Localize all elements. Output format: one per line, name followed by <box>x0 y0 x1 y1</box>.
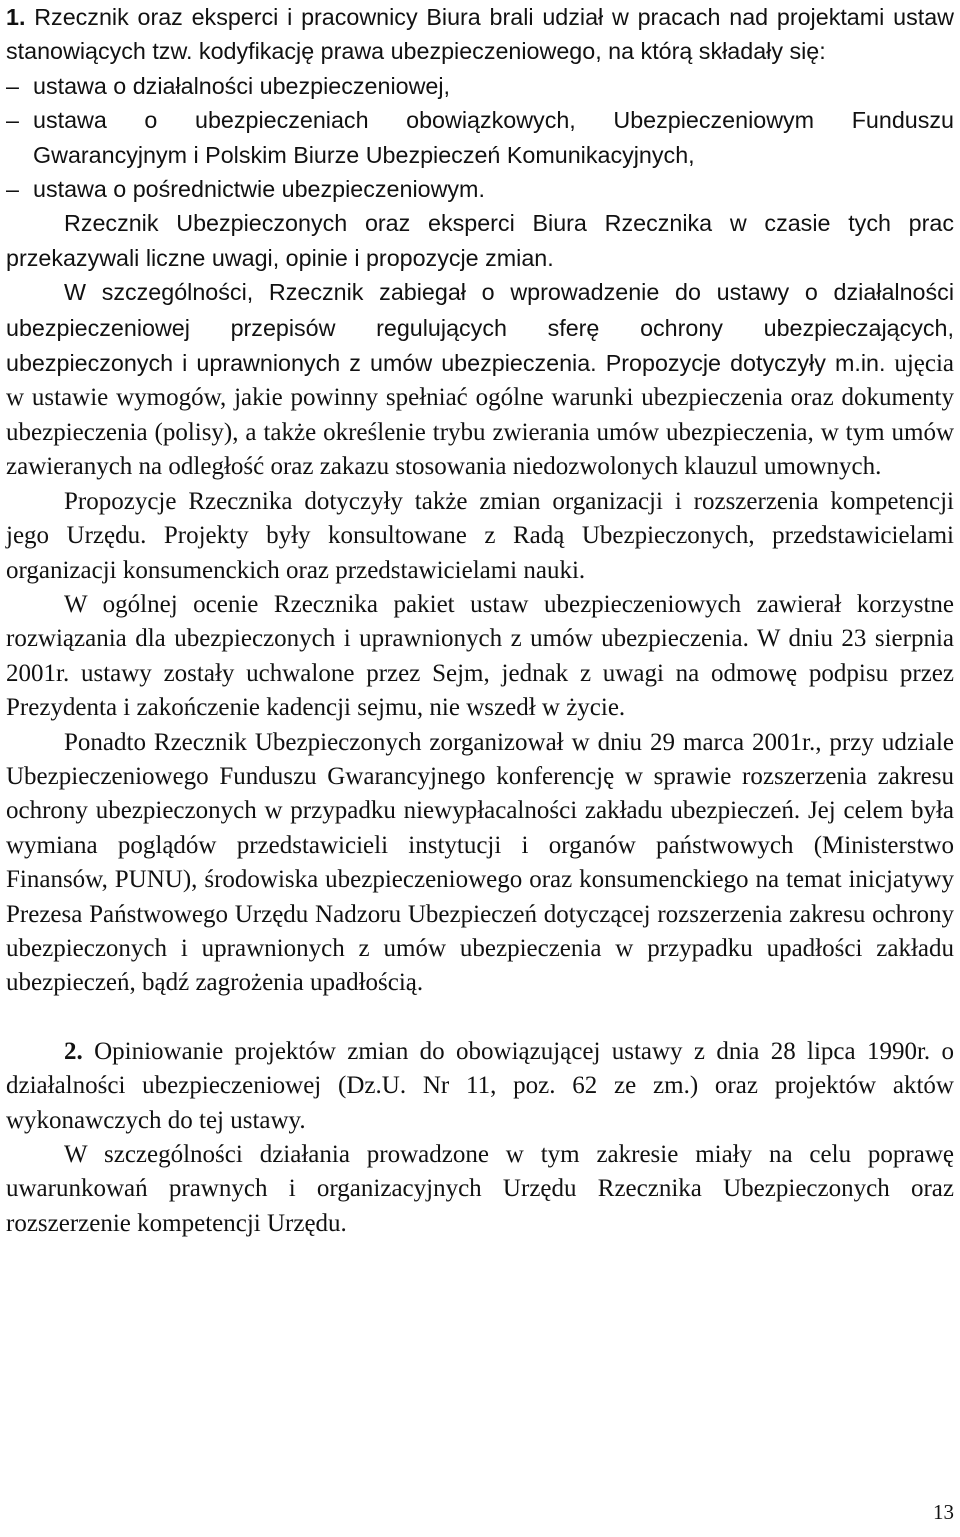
list-item-text: ustawa o ubezpieczeniach obowiązkowych, Ubezpieczeniowym Funduszu Gwarancyjnym i Polskim Biurze Ubezpieczeń Komunikacyjnych, <box>33 107 954 168</box>
list-item-text: ustawa o pośrednictwie ubezpieczeniowym. <box>33 176 485 203</box>
section-1-heading <box>6 0 954 69</box>
paragraph: W szczególności działania prowadzone w tym zakresie miały na celu poprawę uwarunkowań prawnych i organizacyjnych Urzędu Rzecznika Ubezpieczonych oraz rozszerzenie kompetencji Urzędu. <box>6 1141 954 1237</box>
page-number: 13 <box>933 1500 954 1524</box>
list-item-text: ustawa o działalności ubezpieczeniowej, <box>33 72 451 99</box>
paragraph: W ogólnej ocenie Rzecznika pakiet ustaw ubezpieczeniowych zawierał korzystne rozwiązania dla ubezpieczonych i uprawnionych z umów ubezpieczenia. W dniu 23 sierpnia 2001r. ustawy zostały uchwalone przez Sejm, jednak z uwagi na odmowę podpisu przez Prezydenta i zakończenie kadencji sejmu, nie wszedł w życie. <box>6 590 954 722</box>
section-2-number: 2. <box>64 1037 83 1065</box>
spacer <box>6 1001 954 1035</box>
section-2-heading <box>6 1035 954 1138</box>
paragraph <box>6 275 954 484</box>
list-item <box>6 69 954 103</box>
list-item <box>6 103 954 172</box>
paragraph-run: W szczególności, Rzecznik zabiegał o wprowadzenie do ustawy o działalności ubezpieczeniowej przepisów regulujących sferę ochrony ubezpieczających, ubezpieczonych i uprawnionych z umów ubezpieczenia. Propozycje dotyczyły m.in. <box>6 279 954 377</box>
paragraph-run: ujęcia w ustawie wymogów, jakie powinny spełniać ogólne warunki ubezpieczenia oraz dokumenty ubezpieczenia (polisy), a także określenie trybu zwierania umów ubezpieczenia, w tym umów zawieranych na odległość oraz zakazu stosowania niedozwolonych klauzul umownych. <box>6 350 954 481</box>
dash-marker: – <box>6 107 19 134</box>
list-item <box>6 172 954 206</box>
document-page <box>6 0 954 1241</box>
section-2-heading-text: Opiniowanie projektów zmian do obowiązującej ustawy z dnia 28 lipca 1990r. o działalności ubezpieczeniowej (Dz.U. Nr 11, poz. 62 ze zm.) oraz projektów aktów wykonawczych do tej ustawy. <box>6 1037 954 1134</box>
section-1-number: 1. <box>6 4 26 30</box>
paragraph: Propozycje Rzecznika dotyczyły także zmian organizacji i rozszerzenia kompetencji jego Urzędu. Projekty były konsultowane z Radą Ubezpieczonych, przedstawicielami organizacji konsumenckich oraz przedstawicielami nauki. <box>6 487 954 584</box>
dash-marker: – <box>6 72 19 99</box>
paragraph: Ponadto Rzecznik Ubezpieczonych zorganizował w dniu 29 marca 2001r., przy udziale Ubezpieczeniowego Funduszu Gwarancyjnego konferencję w sprawie rozszerzenia zakresu ochrony ubezpieczonych w przypadku niewypłacalności zakładu ubezpieczeń. Jej celem była wymiana poglądów przedstawicieli instytucji i organów państwowych (Ministerstwo Finansów, PUNU), środowiska ubezpieczeniowego oraz konsumenckiego na temat inicjatywy Prezesa Państwowego Urzędu Nadzoru Ubezpieczeń dotyczącej rozszerzenia zakresu ochrony ubezpieczonych i uprawnionych z umów ubezpieczenia w przypadku upadłości zakładu ubezpieczeń, bądź zagrożenia upadłością. <box>6 728 954 997</box>
paragraph: Rzecznik Ubezpieczonych oraz eksperci Biura Rzecznika w czasie tych prac przekazywali liczne uwagi, opinie i propozycje zmian. <box>6 210 954 271</box>
section-1-heading-text: Rzecznik oraz eksperci i pracownicy Biura brali udział w pracach nad projektami ustaw stanowiących tzw. kodyfikację prawa ubezpieczeniowego, na którą składały się: <box>6 4 954 65</box>
dash-marker: – <box>6 176 19 203</box>
